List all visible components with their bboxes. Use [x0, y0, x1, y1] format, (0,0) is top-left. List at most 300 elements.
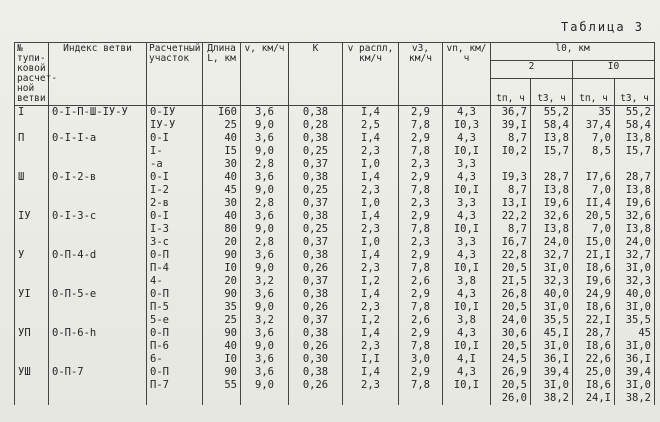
cell-branch-index — [49, 379, 147, 392]
cell-section: П-7 — [147, 379, 203, 392]
cell-section: 0-I — [147, 210, 203, 223]
cell-t3-10: 3I,0 — [615, 262, 655, 275]
cell-length: 40 — [203, 340, 241, 353]
cell-branch-index: 0-I-3-с — [49, 210, 147, 223]
cell-tn-2: 8,7 — [491, 132, 531, 145]
cell-t3-2: I3,8 — [531, 223, 573, 236]
cell-k: 0,25 — [289, 145, 343, 158]
cell-branch-index — [49, 275, 147, 288]
table-row — [15, 106, 655, 120]
cell-t3-10: 35,5 — [615, 314, 655, 327]
cell-length: 25 — [203, 314, 241, 327]
cell-tn-2: I6,7 — [491, 236, 531, 249]
cell-tn-2: 26,8 — [491, 288, 531, 301]
header-l0: l0, км — [491, 43, 655, 61]
cell-k: 0,26 — [289, 301, 343, 314]
cell-vn: I0,I — [443, 301, 491, 314]
cell-branch-no — [15, 184, 49, 197]
cell-t3-2: 3I,0 — [531, 262, 573, 275]
cell-t3-10: I3,8 — [615, 184, 655, 197]
cell-length: I5 — [203, 145, 241, 158]
cell-branch-no: УШ — [15, 366, 49, 379]
cell-vn: 4,3 — [443, 171, 491, 184]
cell-length: 40 — [203, 171, 241, 184]
cell-v3: 2,9 — [399, 210, 443, 223]
cell-section — [147, 392, 203, 405]
cell-t3-2: 32,3 — [531, 275, 573, 288]
cell-branch-no — [15, 236, 49, 249]
cell-tn-10 — [573, 158, 615, 171]
cell-v3: 7,8 — [399, 301, 443, 314]
header-t3-10: t3, ч — [615, 79, 655, 106]
cell-length: 35 — [203, 301, 241, 314]
cell-branch-index — [49, 236, 147, 249]
cell-vn: 4,3 — [443, 106, 491, 120]
cell-tn-2: 26,9 — [491, 366, 531, 379]
cell-branch-index — [49, 197, 147, 210]
cell-v-distr: 2,3 — [343, 379, 399, 392]
cell-vn: 3,3 — [443, 236, 491, 249]
cell-v-distr: 2,5 — [343, 119, 399, 132]
cell-branch-index — [49, 119, 147, 132]
cell-v-distr: I,0 — [343, 197, 399, 210]
cell-t3-2: 28,7 — [531, 171, 573, 184]
table-row — [15, 132, 655, 145]
cell-tn-2: 26,0 — [491, 392, 531, 405]
cell-tn-10: 35 — [573, 106, 615, 120]
table-row — [15, 119, 655, 132]
table-row — [15, 275, 655, 288]
cell-length: 25 — [203, 119, 241, 132]
cell-tn-10: 2I,I — [573, 249, 615, 262]
cell-branch-no: У — [15, 249, 49, 262]
cell-length: 90 — [203, 327, 241, 340]
cell-branch-no: УП — [15, 327, 49, 340]
cell-tn-10: I8,6 — [573, 262, 615, 275]
cell-speed-v: 9,0 — [241, 301, 289, 314]
table-row — [15, 262, 655, 275]
cell-k: 0,38 — [289, 210, 343, 223]
cell-v3: 2,9 — [399, 327, 443, 340]
cell-tn-2: 8,7 — [491, 223, 531, 236]
cell-tn-10: II,4 — [573, 197, 615, 210]
cell-v3: 7,8 — [399, 340, 443, 353]
cell-k: 0,28 — [289, 119, 343, 132]
cell-t3-10: 3I,0 — [615, 340, 655, 353]
cell-length: I60 — [203, 106, 241, 120]
header-v-distr: v распл, км/ч — [343, 43, 399, 106]
cell-vn: 4,3 — [443, 366, 491, 379]
cell-v3 — [399, 392, 443, 405]
cell-t3-2: 38,2 — [531, 392, 573, 405]
table-row — [15, 210, 655, 223]
cell-branch-no — [15, 314, 49, 327]
cell-v-distr: I,I — [343, 353, 399, 366]
cell-speed-v: 3,6 — [241, 132, 289, 145]
cell-t3-10: I9,6 — [615, 197, 655, 210]
cell-branch-no — [15, 379, 49, 392]
header-tn-2: tп, ч — [491, 79, 531, 106]
cell-length: 90 — [203, 366, 241, 379]
cell-speed-v: 9,0 — [241, 223, 289, 236]
table-row — [15, 366, 655, 379]
cell-length: 20 — [203, 275, 241, 288]
cell-vn: 4,3 — [443, 132, 491, 145]
cell-v3: 7,8 — [399, 262, 443, 275]
cell-v-distr: I,2 — [343, 314, 399, 327]
cell-branch-index: 0-П-4-d — [49, 249, 147, 262]
cell-v-distr: I,4 — [343, 288, 399, 301]
cell-vn: 4,I — [443, 353, 491, 366]
cell-branch-index: 0-П-7 — [49, 366, 147, 379]
cell-section: 0-П — [147, 327, 203, 340]
cell-tn-2: 24,5 — [491, 353, 531, 366]
cell-k: 0,38 — [289, 366, 343, 379]
header-group-2: 2 — [491, 61, 573, 79]
cell-branch-no: IУ — [15, 210, 49, 223]
cell-t3-10: 58,4 — [615, 119, 655, 132]
cell-speed-v: 2,8 — [241, 197, 289, 210]
cell-v-distr: I,4 — [343, 249, 399, 262]
cell-vn: 4,3 — [443, 249, 491, 262]
cell-k: 0,30 — [289, 353, 343, 366]
cell-v3: 7,8 — [399, 223, 443, 236]
cell-vn: I0,I — [443, 262, 491, 275]
cell-tn-10: 20,5 — [573, 210, 615, 223]
cell-branch-no — [15, 197, 49, 210]
cell-v3: 2,9 — [399, 288, 443, 301]
cell-v-distr: I,0 — [343, 236, 399, 249]
cell-section: П-4 — [147, 262, 203, 275]
table-body — [15, 106, 655, 406]
cell-t3-10: 39,4 — [615, 366, 655, 379]
cell-length: 55 — [203, 379, 241, 392]
cell-tn-10: I8,6 — [573, 379, 615, 392]
cell-speed-v: 9,0 — [241, 262, 289, 275]
cell-tn-10: 7,0 — [573, 132, 615, 145]
cell-tn-2: 22,8 — [491, 249, 531, 262]
cell-speed-v: 3,6 — [241, 366, 289, 379]
cell-t3-10: 38,2 — [615, 392, 655, 405]
cell-tn-2: I3,I — [491, 197, 531, 210]
cell-section: I- — [147, 145, 203, 158]
cell-k: 0,38 — [289, 106, 343, 120]
cell-tn-2: 39,I — [491, 119, 531, 132]
cell-branch-no: П — [15, 132, 49, 145]
cell-t3-2: 24,0 — [531, 236, 573, 249]
cell-section: 0-IУ — [147, 106, 203, 120]
cell-branch-index — [49, 223, 147, 236]
cell-v-distr: 2,3 — [343, 301, 399, 314]
table-row — [15, 392, 655, 405]
cell-branch-index — [49, 340, 147, 353]
cell-branch-index: 0-I-2-в — [49, 171, 147, 184]
cell-v-distr: 2,3 — [343, 223, 399, 236]
cell-tn-10: 28,7 — [573, 327, 615, 340]
cell-v-distr — [343, 392, 399, 405]
cell-k: 0,26 — [289, 262, 343, 275]
cell-t3-2: 45,I — [531, 327, 573, 340]
cell-length: 30 — [203, 197, 241, 210]
cell-branch-no — [15, 392, 49, 405]
cell-t3-2: 40,0 — [531, 288, 573, 301]
cell-t3-10: 32,7 — [615, 249, 655, 262]
cell-branch-index — [49, 353, 147, 366]
cell-v-distr: I,4 — [343, 132, 399, 145]
cell-tn-10: 7,0 — [573, 223, 615, 236]
cell-tn-10: 7,0 — [573, 184, 615, 197]
cell-vn: 4,3 — [443, 288, 491, 301]
cell-k: 0,38 — [289, 327, 343, 340]
cell-tn-10: 25,0 — [573, 366, 615, 379]
cell-t3-2: 3I,0 — [531, 340, 573, 353]
cell-section: I-2 — [147, 184, 203, 197]
header-branch-no: № тупи-ковой расчет-ной ветви — [15, 43, 49, 106]
cell-v3: 2,9 — [399, 132, 443, 145]
cell-v3: 2,3 — [399, 158, 443, 171]
cell-branch-index — [49, 314, 147, 327]
cell-section: 5-е — [147, 314, 203, 327]
cell-length: 80 — [203, 223, 241, 236]
cell-v3: 2,6 — [399, 275, 443, 288]
cell-tn-10: 24,9 — [573, 288, 615, 301]
cell-k — [289, 392, 343, 405]
table-row — [15, 379, 655, 392]
cell-speed-v: 9,0 — [241, 379, 289, 392]
cell-k: 0,38 — [289, 171, 343, 184]
cell-length: I0 — [203, 353, 241, 366]
cell-v3: 7,8 — [399, 184, 443, 197]
table-row — [15, 340, 655, 353]
cell-section: 3-с — [147, 236, 203, 249]
cell-k: 0,26 — [289, 379, 343, 392]
cell-t3-2 — [531, 158, 573, 171]
cell-v-distr: 2,3 — [343, 340, 399, 353]
cell-branch-no — [15, 301, 49, 314]
table-caption: Таблица 3 — [560, 20, 644, 34]
cell-t3-2: 55,2 — [531, 106, 573, 120]
cell-v3: 2,9 — [399, 249, 443, 262]
cell-branch-index: 0-I-П-Ш-IУ-У — [49, 106, 147, 120]
cell-speed-v: 3,6 — [241, 327, 289, 340]
cell-vn: 4,3 — [443, 327, 491, 340]
cell-k: 0,37 — [289, 314, 343, 327]
cell-k: 0,37 — [289, 197, 343, 210]
cell-speed-v: 9,0 — [241, 340, 289, 353]
cell-section: 0-П — [147, 249, 203, 262]
cell-branch-no — [15, 223, 49, 236]
cell-length: 30 — [203, 158, 241, 171]
cell-t3-10: 3I,0 — [615, 379, 655, 392]
cell-branch-index: 0-П-6-h — [49, 327, 147, 340]
cell-vn: I0,I — [443, 184, 491, 197]
cell-t3-10: I3,8 — [615, 132, 655, 145]
cell-branch-no — [15, 275, 49, 288]
cell-branch-index: 0-I-I-а — [49, 132, 147, 145]
cell-branch-no — [15, 340, 49, 353]
table-row — [15, 236, 655, 249]
table-row — [15, 184, 655, 197]
cell-k: 0,37 — [289, 236, 343, 249]
cell-v-distr: I,4 — [343, 366, 399, 379]
cell-length: 40 — [203, 210, 241, 223]
cell-section: IУ-У — [147, 119, 203, 132]
cell-k: 0,38 — [289, 288, 343, 301]
cell-v-distr: I,4 — [343, 106, 399, 120]
cell-length: 90 — [203, 249, 241, 262]
cell-tn-10: 8,5 — [573, 145, 615, 158]
cell-tn-2: 8,7 — [491, 184, 531, 197]
cell-tn-2 — [491, 158, 531, 171]
cell-k: 0,38 — [289, 249, 343, 262]
cell-tn-10: I8,6 — [573, 301, 615, 314]
cell-tn-2: 36,7 — [491, 106, 531, 120]
cell-v-distr: I,2 — [343, 275, 399, 288]
cell-speed-v: 9,0 — [241, 145, 289, 158]
cell-branch-index — [49, 301, 147, 314]
cell-section: 4- — [147, 275, 203, 288]
cell-t3-10: 32,6 — [615, 210, 655, 223]
cell-section: 0-I — [147, 132, 203, 145]
cell-speed-v: 3,2 — [241, 275, 289, 288]
header-branch-index: Индекс ветви — [49, 43, 147, 106]
cell-v3: 2,3 — [399, 236, 443, 249]
table-row — [15, 301, 655, 314]
cell-tn-2: 20,5 — [491, 340, 531, 353]
cell-t3-10: 40,0 — [615, 288, 655, 301]
cell-k: 0,26 — [289, 340, 343, 353]
cell-vn: I0,I — [443, 379, 491, 392]
cell-branch-no: Ш — [15, 171, 49, 184]
cell-tn-2: 2I,5 — [491, 275, 531, 288]
cell-vn: 3,3 — [443, 158, 491, 171]
cell-section: I-3 — [147, 223, 203, 236]
header-group-10: I0 — [573, 61, 655, 79]
cell-branch-no — [15, 353, 49, 366]
cell-t3-10: I3,8 — [615, 223, 655, 236]
cell-branch-index: 0-П-5-е — [49, 288, 147, 301]
cell-v3: 7,8 — [399, 119, 443, 132]
cell-speed-v: 3,6 — [241, 210, 289, 223]
cell-branch-no — [15, 158, 49, 171]
cell-t3-10: 3I,0 — [615, 301, 655, 314]
cell-section: 2-в — [147, 197, 203, 210]
table-row — [15, 197, 655, 210]
table-row — [15, 158, 655, 171]
cell-branch-no: I — [15, 106, 49, 120]
cell-t3-2: 58,4 — [531, 119, 573, 132]
cell-tn-2: 20,5 — [491, 301, 531, 314]
cell-branch-index — [49, 145, 147, 158]
cell-t3-2: 32,7 — [531, 249, 573, 262]
cell-t3-2: I3,8 — [531, 184, 573, 197]
cell-vn: I0,I — [443, 340, 491, 353]
cell-tn-2: 22,2 — [491, 210, 531, 223]
cell-tn-10: 24,I — [573, 392, 615, 405]
cell-vn: I0,I — [443, 145, 491, 158]
table-row — [15, 353, 655, 366]
cell-length: 20 — [203, 236, 241, 249]
cell-branch-index — [49, 392, 147, 405]
cell-v-distr: I,0 — [343, 158, 399, 171]
cell-t3-2: I3,8 — [531, 132, 573, 145]
cell-speed-v: 3,6 — [241, 353, 289, 366]
cell-vn: I0,3 — [443, 119, 491, 132]
cell-section: П-5 — [147, 301, 203, 314]
header-length: Длина L, км — [203, 43, 241, 106]
cell-tn-10: I7,6 — [573, 171, 615, 184]
cell-section: П-6 — [147, 340, 203, 353]
cell-length — [203, 392, 241, 405]
cell-speed-v: 3,6 — [241, 171, 289, 184]
cell-v3: 2,9 — [399, 366, 443, 379]
cell-v3: 2,9 — [399, 106, 443, 120]
cell-section: 0-П — [147, 288, 203, 301]
header-v3: v3, км/ч — [399, 43, 443, 106]
cell-speed-v: 3,6 — [241, 106, 289, 120]
cell-speed-v: 9,0 — [241, 119, 289, 132]
cell-vn: 4,3 — [443, 210, 491, 223]
cell-t3-10: 36,I — [615, 353, 655, 366]
cell-tn-2: I9,3 — [491, 171, 531, 184]
cell-speed-v: 3,6 — [241, 288, 289, 301]
cell-length: 90 — [203, 288, 241, 301]
cell-speed-v: 2,8 — [241, 236, 289, 249]
cell-branch-no — [15, 262, 49, 275]
cell-t3-2: 3I,0 — [531, 301, 573, 314]
cell-speed-v: 3,6 — [241, 249, 289, 262]
cell-k: 0,25 — [289, 184, 343, 197]
cell-vn: 3,3 — [443, 197, 491, 210]
table-row — [15, 249, 655, 262]
cell-v-distr: 2,3 — [343, 184, 399, 197]
cell-speed-v: 3,2 — [241, 314, 289, 327]
cell-branch-no — [15, 145, 49, 158]
cell-t3-10: 24,0 — [615, 236, 655, 249]
cell-speed-v: 2,8 — [241, 158, 289, 171]
cell-length: 45 — [203, 184, 241, 197]
cell-t3-2: 32,6 — [531, 210, 573, 223]
cell-v3: 2,6 — [399, 314, 443, 327]
cell-t3-2: 3I,0 — [531, 379, 573, 392]
cell-t3-10: 28,7 — [615, 171, 655, 184]
cell-t3-2: I5,7 — [531, 145, 573, 158]
cell-branch-no — [15, 119, 49, 132]
table-row — [15, 314, 655, 327]
table-row — [15, 145, 655, 158]
cell-tn-10: I8,6 — [573, 340, 615, 353]
cell-branch-no: УI — [15, 288, 49, 301]
table-row — [15, 327, 655, 340]
header-tn-10: tп, ч — [573, 79, 615, 106]
table-row — [15, 171, 655, 184]
cell-t3-10: 32,3 — [615, 275, 655, 288]
cell-v3: 3,0 — [399, 353, 443, 366]
cell-tn-2: I0,2 — [491, 145, 531, 158]
cell-v-distr: I,4 — [343, 210, 399, 223]
cell-v3: 7,8 — [399, 379, 443, 392]
cell-t3-10: I5,7 — [615, 145, 655, 158]
header-vn: vn, км/ч — [443, 43, 491, 106]
header-k: K — [289, 43, 343, 106]
table-row — [15, 288, 655, 301]
cell-section: 6- — [147, 353, 203, 366]
cell-branch-index — [49, 184, 147, 197]
cell-t3-10: 45 — [615, 327, 655, 340]
cell-tn-2: 20,5 — [491, 379, 531, 392]
cell-v-distr: 2,3 — [343, 262, 399, 275]
cell-k: 0,38 — [289, 132, 343, 145]
